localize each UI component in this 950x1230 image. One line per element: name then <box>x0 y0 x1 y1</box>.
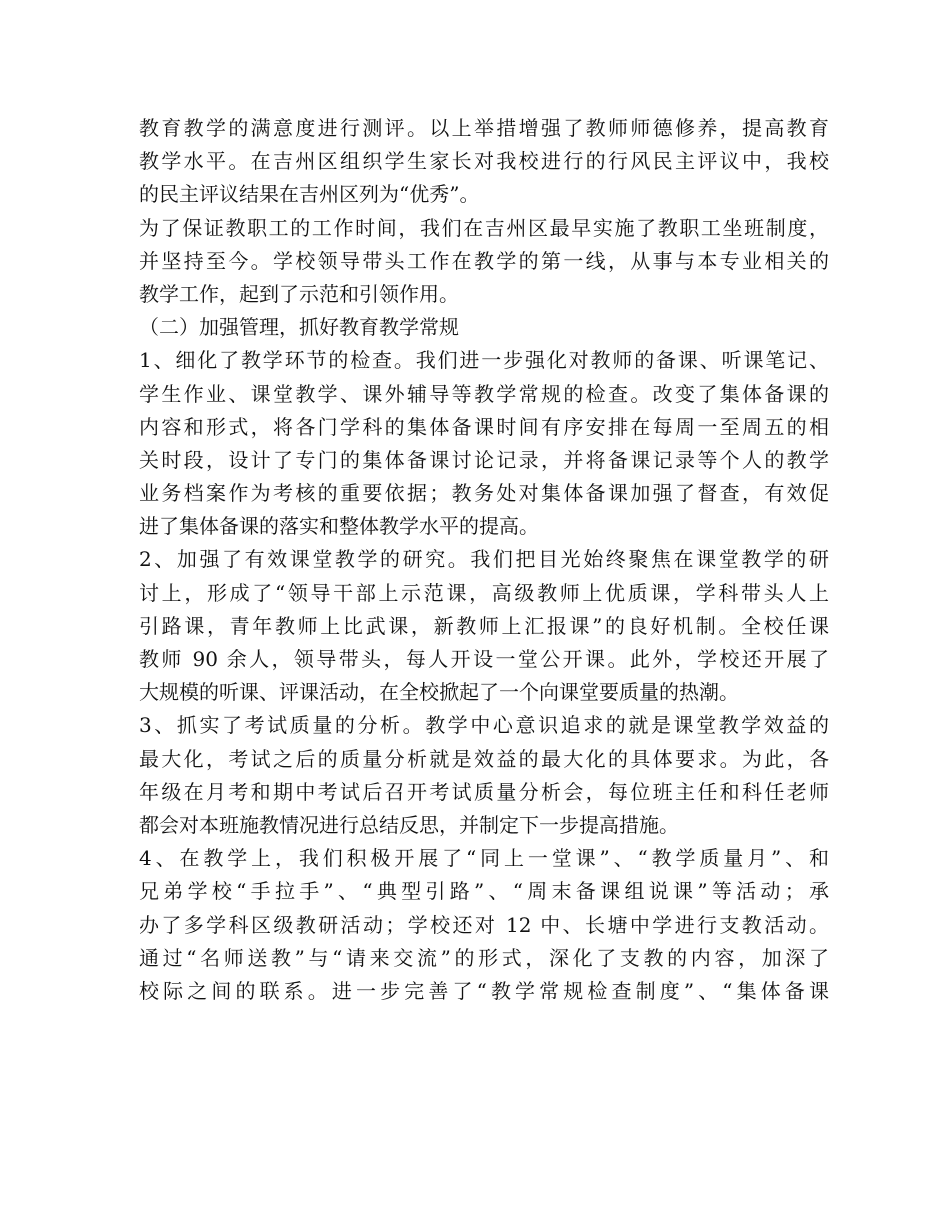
section-heading: （二）加强管理，抓好教育教学常规 <box>139 315 459 340</box>
text-line: 1、细化了教学环节的检查。我们进一步强化对教师的备课、听课笔记、 <box>139 348 829 373</box>
text-line: 年级在月考和期中考试后召开考试质量分析会，每位班主任和科任老师 <box>139 779 829 804</box>
text-line: 最大化，考试之后的质量分析就是效益的最大化的具体要求。为此，各 <box>139 746 829 771</box>
text-line: 教师 90 余人，领导带头，每人开设一堂公开课。此外，学校还开展了 <box>139 647 829 671</box>
text-line: 教学工作，起到了示范和引领作用。 <box>139 281 459 306</box>
text-line: 办了多学科区级教研活动；学校还对 12 中、长塘中学进行支教活动。 <box>139 912 829 937</box>
text-line: 业务档案作为考核的重要依据；教务处对集体备课加强了督查，有效促 <box>139 481 829 506</box>
text-line: 引路课，青年教师上比武课，新教师上汇报课”的良好机制。全校任课 <box>139 613 829 638</box>
text-line: 讨上，形成了“领导干部上示范课，高级教师上优质课，学科带头人上 <box>139 580 829 605</box>
text-line: 关时段，设计了专门的集体备课讨论记录，并将备课记录等个人的教学 <box>139 447 829 472</box>
text-line: 2、加强了有效课堂教学的研究。我们把目光始终聚焦在课堂教学的研 <box>139 547 829 572</box>
document-body <box>139 112 829 1008</box>
text-line: 3、抓实了考试质量的分析。教学中心意识追求的就是课堂教学效益的 <box>139 713 829 738</box>
text-line: 通过“名师送教”与“请来交流”的形式，深化了支教的内容，加深了 <box>139 945 829 970</box>
text-line: 教学水平。在吉州区组织学生家长对我校进行的行风民主评议中，我校 <box>139 149 829 174</box>
text-line: 教育教学的满意度进行测评。以上举措增强了教师师德修养，提高教育 <box>139 116 829 140</box>
text-line: 的民主评议结果在吉州区列为“优秀”。 <box>139 182 480 207</box>
text-line: 大规模的听课、评课活动，在全校掀起了一个向课堂要质量的热潮。 <box>139 680 739 705</box>
text-line: 进了集体备课的落实和整体教学水平的提高。 <box>139 514 539 539</box>
text-line: 校际之间的联系。进一步完善了“教学常规检查制度”、“集体备课 <box>139 978 829 1003</box>
text-line: 并坚持至今。学校领导带头工作在教学的第一线，从事与本专业相关的 <box>139 248 829 273</box>
text-line: 学生作业、课堂教学、课外辅导等教学常规的检查。改变了集体备课的 <box>139 381 829 406</box>
text-line: 都会对本班施教情况进行总结反思，并制定下一步提高措施。 <box>139 812 679 837</box>
text-line: 内容和形式，将各门学科的集体备课时间有序安排在每周一至周五的相 <box>139 414 829 439</box>
text-line: 兄弟学校“手拉手”、“典型引路”、“周末备课组说课”等活动；承 <box>139 879 829 904</box>
text-line: 4、在教学上，我们积极开展了“同上一堂课”、“教学质量月”、和 <box>139 846 829 871</box>
text-line: 为了保证教职工的工作时间，我们在吉州区最早实施了教职工坐班制度， <box>139 215 829 240</box>
